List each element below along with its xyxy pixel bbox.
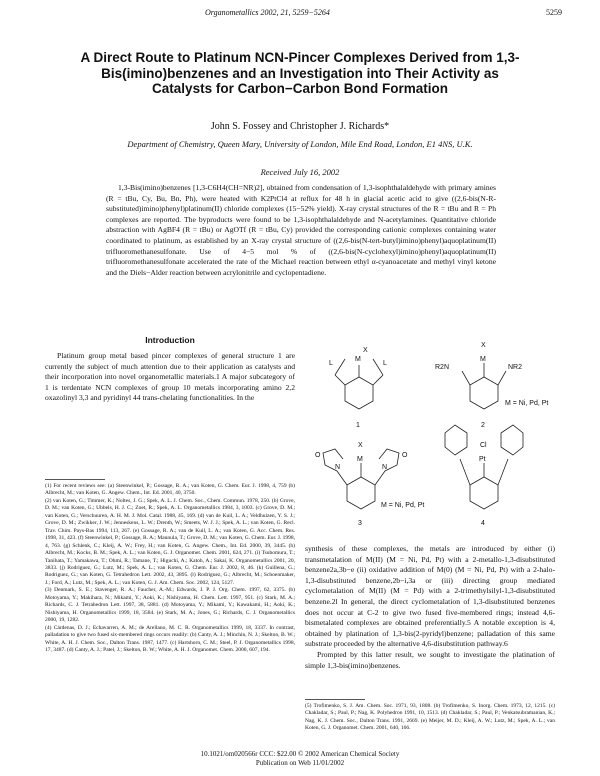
footnote-rule-left: [45, 479, 105, 480]
metal-label: M: [357, 456, 363, 463]
page-number: 5259: [546, 8, 562, 17]
halide-label: X: [358, 442, 363, 449]
authors: John S. Fossey and Christopher J. Richards*: [210, 121, 390, 132]
running-header: [0, 8, 600, 24]
metal-legend: M = Ni, Pd, Pt: [505, 400, 549, 407]
pyridine-ring-left: [445, 425, 467, 455]
nitrogen-label: N: [382, 464, 388, 471]
pyridine-ring-right: [501, 425, 523, 455]
metal-legend: M = Ni, Pd, Pt: [381, 502, 425, 509]
footnotes-right: [305, 703, 555, 733]
introduction-heading: Introduction: [145, 335, 195, 345]
journal-citation: Organometallics 2002, 21, 5259−5264: [205, 8, 330, 17]
compound-number: 2: [481, 422, 485, 429]
oxygen-label: O: [402, 452, 408, 459]
abstract: 1,3-Bis(imino)benzenes [1,3-C6H4(CH=NR)2], obtained from condensation of 1,3-isophthalaldehyde with primary amines (R = tBu, Cy, Bu, Bn, Ph), were heated with K2PtCl4 at reflux for 48 h in glacial acetic acid to give ((2,6-bis(N-R-substituted)imino)phenyl)platinum(II) chloride complexes (15−52% yield). X-ray crystal structures of the R = tBu and R = Ph complexes are reported. The byproducts were found to be 1,3-isophthalaldehyde and N-acetylamines. Quantitative chloride abstraction with AgBF4 (R = tBu) or AgOTf (R = tBu, Cy) provided the corresponding cationic complexes containing water coordinated to platinum, as established by an X-ray crystal structure of ((2,6-bis(N-tert-butyl)imino)phenyl)aquoplatinum(II) trifluoromethanesulfonate. Use of 4−5 mol % of ((2,6-bis(N-cyclohexyl)imino)phenyl)aquoplatinum(II) trifluoromethanesulfonate accelerated the rate of the Michael reaction between ethyl α-cyanoacetate and methyl vinyl ketone and the Diels−Alder reaction between acrylonitrile and cyclopentadiene.: [106, 183, 496, 277]
metal-label: M: [480, 356, 486, 363]
introduction-text: Platinum group metal based pincer complexes of general structure 1 are currently the subject of much attention due to their application as catalysts and their incorporation into novel organometallic materials.1 A major subcategory of 1 is terdentate NCN complexes of group 10 metals incorporating amino 2,2 oxazolinyl 3,3 and pyridinyl 44 trans-chelating functionalities. In the: [45, 351, 295, 403]
footnote: (4) Cárdenas, D. J.; Echavarren, A. M.; de Arellano, M. C. R. Organometallics 1999, 18, 3337. In contrast, palladation to give two fused six-membered rings occurs readily: (b) Canty, A. J.; Minchin, N. J.; Skelton, B. W.; White, A. H. J. Chem. Soc., Dalton Trans. 1987, 1477. (c) Hartshorn, C. M.; Steel, P. J. Organometallics 1998, 17, 3487. (d) Canty, A. J.; Patel, J.; Skelton, B. W.; White, A. H. J. Organomet. Chem. 2000, 607, 194.: [45, 624, 295, 653]
benzene-ring-3: [347, 477, 375, 509]
amine-label: NR2: [508, 364, 523, 371]
nitrogen-label: N: [335, 464, 341, 471]
oxygen-label: O: [315, 452, 321, 459]
paragraph: Prompted by this latter result, we sought to investigate the platination of simple 1,3-bis(imino)benzenes.: [305, 649, 555, 670]
right-column-text: [305, 544, 555, 671]
chemical-structures-scheme: [305, 335, 560, 535]
affiliation: Department of Chemistry, Queen Mary, University of London, Mile End Road, London, E1 4NS, U.K.: [127, 139, 473, 149]
benzene-ring-1: [345, 377, 373, 409]
footnotes-left: [45, 483, 295, 654]
halide-label: X: [363, 347, 368, 354]
doi-line: 10.1021/om020566r CCC: $22.00 © 2002 American Chemical Society: [200, 750, 400, 758]
article-title: A Direct Route to Platinum NCN-Pincer Complexes Derived from 1,3-Bis(imino)benzenes and an Investigation into Their Activity as Catalysts for Carbon−Carbon Bond Formation: [80, 50, 520, 96]
footnote: (2) van Koten, G.; Timmer, K.; Noltes, J. G.; Spek, A. L. J. Chem. Soc., Chem. Commun. 1978, 250. (b) Grove, D. M.; van Koten, G.; Ubbels, H. J. C.; Zoet, R.; Spek, A. L. Organometallics 1984, 3, 1003. (c) Grove, D. M.; van Koten, G.; Verschuuren, A. H. M. J. Mol. Catal. 1988, 45, 169. (d) van de Kuil, L. A.; Veldhuizen, Y. S. J.; Grove, D. M.; Zwikker, J. W.; Jenneskens, L. W.; Drenth, W.; Smeets, W. J. J.; Spek, A. L.; van Koten, G. Recl. Trav. Chim. Pays-Bas 1994, 113, 267. (e) Gossage, R. A.; van de Kuil, L. A.; van Koten, G. Acc. Chem. Res. 1998, 31, 423. (f) Steenwinkel, P.; Gossage, R. A.; Maunula, T.; Grove, D. M.; van Koten, G. Chem. Eur. J. 1998, 4, 763. (g) Schlenk, C.; Kleij, A. W.; Frey, H.; van Koten, G. Angew. Chem., Int. Ed. 2000, 39, 3445. (h) Albrecht, M.; Kocks, B. M.; Spek, A. L.; van Koten, G. J. Organomet. Chem. 2001, 624, 271. (i) Tsubomura, T.; Tanihata, T.; Yamakawa, T.; Ohmi, R.; Tamane, T.; Higuchi, A.; Katoh, A.; Sakai, K. Organometallics 2001, 20, 3833. (j) Rodriguez, G.; Lutz, M.; Spek, A. L.; van Koten, G. Chem. Eur. J. 2002, 8, 46. (k) Guillena, G.; Rodriguez, G.; van Koten, G. Tetrahedron Lett. 2002, 43, 3895. (l) Rodriguez, G.; Albrecht, M.; Schoenmaker, J.; Ford, A.; Lutz, M.; Spek, A. L.; van Koten, G. J. Am. Chem. Soc. 2002, 124, 5127.: [45, 497, 295, 586]
chloride-label: Cl: [480, 442, 487, 449]
received-date: Received July 16, 2002: [260, 167, 340, 177]
compound-number: 4: [481, 520, 485, 527]
ligand-label: L: [383, 360, 387, 367]
metal-label: M: [355, 356, 361, 363]
amine-label: R2N: [435, 364, 450, 371]
paragraph: synthesis of these complexes, the metals are introduced by either (i) transmetalation of M(II) (M = Ni, Pd, Pt) with a 2-metallo-1,3-disubstituted benzene2a,3b−e (ii) oxidative addition of M(0) (M = Ni, Pd, Pt) with a 2-halo-1,3-disubstituted benzene,2b−i,3a or (iii) directing group mediated cyclometalation of M(II) (M = Pd) with a 2-trimethylsilyl-1,3-disubstituted benzene.2l In general, the direct cyclometalation of 1,3-disubstituted benzenes does not occur at C-2 to give two fused five-membered rings; instead 4,6-bismetalated complexes are obtained preferentially.5 A notable exception is 4, obtained by platination of 1,3-bis(2-pyridyl)benzene; palladation of this same substrate proceeded by the alternative 4,6-disubstitution pathway.6: [305, 544, 555, 649]
footnote: (5) Trofimenko, S. J. Am. Chem. Soc. 1971, 93, 1808. (b) Trofimenko, S. Inorg. Chem. 1973, 12, 1215. (c) Chakladar, S.; Paul, P.; Nag, K. Polyhedron 1991, 10, 1513. (d) Chakladar, S.; Paul, P.; Venkatsubramanian, K.; Nag, K. J. Chem. Soc., Dalton Trans. 1991, 2669. (e) Meijer, M. D.; Kleij, A. W.; Lutz, M.; Spek, A. L.; van Koten, G. J. Organomet. Chem. 2001, 640, 166.: [305, 703, 555, 732]
doi-footer: [0, 750, 600, 768]
platinum-label: Pt: [479, 456, 486, 463]
benzene-ring-2: [470, 377, 498, 409]
benzene-ring-4: [470, 477, 498, 509]
compound-number: 1: [356, 422, 360, 429]
compound-number: 3: [358, 520, 362, 527]
ligand-label: L: [329, 360, 333, 367]
footnote: (1) For recent reviews see: (a) Steenwinkel, P.; Gossage, R. A.; van Koten, G. Chem. Eur. J. 1998, 4, 759 (b) Albrecht, M.; van Koten, G. Angew. Chem., Int. Ed. 2001, 40, 3750.: [45, 483, 295, 497]
footnote-rule-right: [305, 699, 365, 700]
publication-date: Publication on Web 11/01/2002: [255, 759, 345, 767]
footnote: (3) Denmark, S. E.; Stavenger, R. A.; Faucher, A.-M.; Edwards, J. P. J. Org. Chem. 1997, 62, 3375. (b) Motoyama, Y.; Makihara, N.; Mikami, Y.; Aoki, K.; Nishiyama, H. Chem. Lett. 1997, 951. (c) Stark, M. A.; Richards, C. J. Tetrahedron Lett. 1997, 38, 5881. (d) Motoyama, Y.; Mikami, Y.; Kawakami, H.; Aoki, K.; Nishiyama, H. Organometallics 1999, 18, 3584. (e) Stark, M. A.; Jones, G.; Richards, C. J. Organometallics 2000, 19, 1282.: [45, 587, 295, 624]
halide-label: X: [481, 342, 486, 349]
